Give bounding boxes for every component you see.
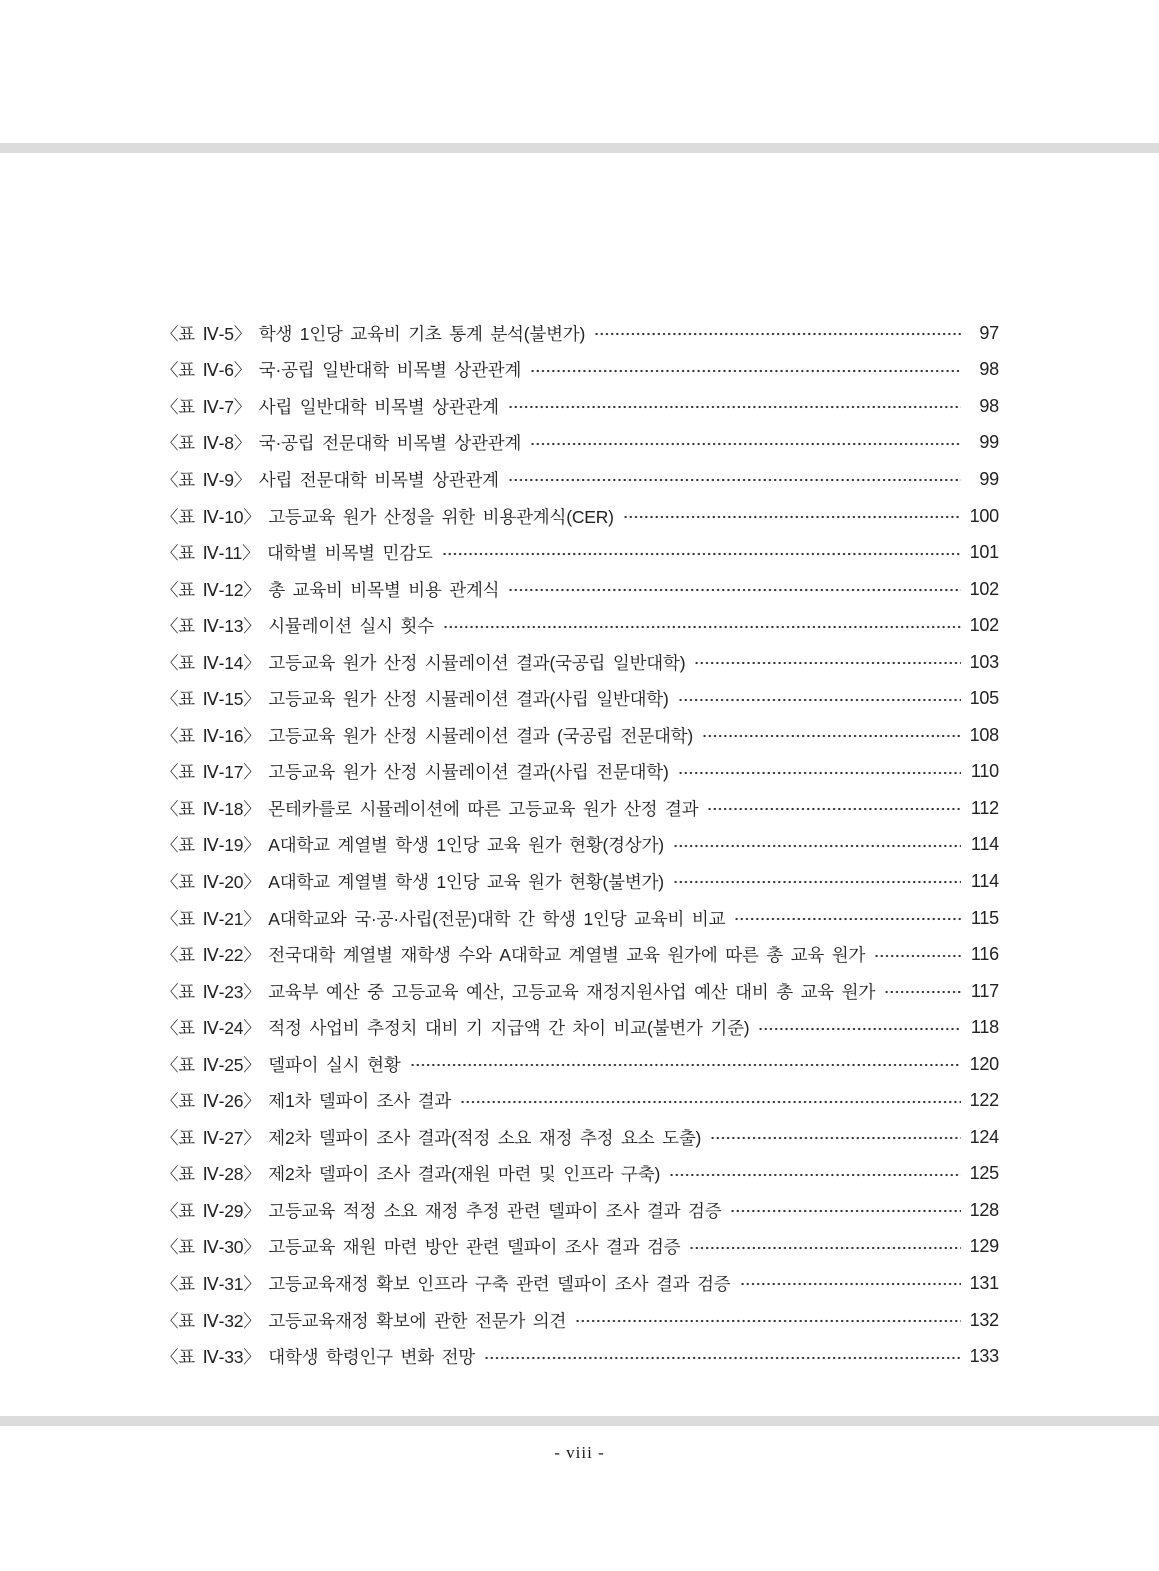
toc-entry [161, 754, 999, 791]
dot-leader [710, 1129, 961, 1147]
toc-entry-page-number: 122 [969, 1090, 999, 1111]
toc-entry [161, 498, 999, 535]
dot-leader [702, 727, 961, 745]
toc-entry-page-number: 115 [970, 907, 999, 928]
dot-leader [508, 471, 961, 489]
toc-entry-page-number: 131 [969, 1272, 999, 1293]
toc-entry [161, 717, 999, 754]
toc-entry-label: 〈표 Ⅳ-32〉 고등교육재정 확보에 관한 전문가 의견 [161, 1310, 567, 1331]
toc-entry-page-number: 98 [979, 395, 999, 416]
toc-entry-label: 〈표 Ⅳ-19〉 A대학교 계열별 학생 1인당 교육 원가 현황(경상가) [161, 835, 664, 856]
toc-entry-label: 〈표 Ⅳ-24〉 적정 사업비 추정치 대비 기 지급액 간 차이 비교(불변가 기준) [161, 1018, 750, 1039]
toc-entry-page-number: 99 [979, 432, 999, 453]
toc-entry-page-number: 129 [969, 1236, 999, 1257]
toc-entry-label: 〈표 Ⅳ-9〉 사립 전문대학 비목별 상관관계 [161, 469, 499, 490]
toc-entry-label: 〈표 Ⅳ-13〉 시뮬레이션 실시 횟수 [161, 616, 434, 637]
toc-entry [161, 1338, 999, 1375]
dot-leader [884, 983, 961, 1001]
dot-leader [530, 362, 961, 380]
dot-leader [460, 1093, 961, 1111]
toc-entry-page-number: 103 [969, 651, 999, 672]
list-of-tables [161, 315, 999, 1375]
dot-leader [678, 691, 961, 709]
toc-entry-page-number: 108 [969, 724, 999, 745]
dot-leader [673, 873, 961, 891]
dot-leader [730, 1202, 961, 1220]
toc-entry-label: 〈표 Ⅳ-12〉 총 교육비 비목별 비용 관계식 [161, 579, 500, 600]
toc-entry-label: 〈표 Ⅳ-31〉 고등교육재정 확보 인프라 구축 관련 델파이 조사 결과 검증 [161, 1273, 731, 1294]
toc-entry [161, 1265, 999, 1302]
toc-entry [161, 315, 999, 352]
toc-entry-page-number: 101 [969, 542, 999, 563]
toc-entry [161, 1082, 999, 1119]
toc-entry-label: 〈표 Ⅳ-10〉 고등교육 원가 산정을 위한 비용관계식(CER) [161, 506, 614, 527]
toc-entry [161, 461, 999, 498]
top-divider-band [0, 143, 1159, 153]
toc-entry [161, 388, 999, 425]
dot-leader [410, 1056, 961, 1074]
toc-entry-label: 〈표 Ⅳ-6〉 국·공립 일반대학 비목별 상관관계 [161, 360, 522, 381]
bottom-divider-band [0, 1416, 1159, 1426]
toc-entry-page-number: 105 [969, 688, 999, 709]
toc-entry-label: 〈표 Ⅳ-28〉 제2차 델파이 조사 결과(재원 마련 및 인프라 구축) [161, 1164, 661, 1185]
toc-entry-page-number: 133 [969, 1346, 999, 1367]
toc-entry [161, 1302, 999, 1339]
toc-entry-page-number: 100 [969, 505, 999, 526]
toc-entry-page-number: 97 [979, 322, 999, 343]
toc-entry-label: 〈표 Ⅳ-27〉 제2차 델파이 조사 결과(적정 소요 재정 추정 요소 도출) [161, 1127, 702, 1148]
footer-page-number: - viii - [554, 1443, 605, 1462]
dot-leader [508, 398, 961, 416]
toc-entry-label: 〈표 Ⅳ-15〉 고등교육 원가 산정 시뮬레이션 결과(사립 일반대학) [161, 689, 669, 710]
toc-entry [161, 1119, 999, 1156]
toc-entry-label: 〈표 Ⅳ-33〉 대학생 학령인구 변화 전망 [161, 1347, 476, 1368]
toc-entry [161, 790, 999, 827]
toc-entry-label: 〈표 Ⅳ-26〉 제1차 델파이 조사 결과 [161, 1091, 452, 1112]
toc-entry [161, 534, 999, 571]
dot-leader [442, 545, 961, 563]
toc-entry [161, 425, 999, 462]
dot-leader [874, 947, 961, 965]
dot-leader [707, 800, 961, 818]
toc-entry [161, 1192, 999, 1229]
toc-entry-page-number: 110 [970, 761, 999, 782]
toc-entry [161, 900, 999, 937]
toc-entry-page-number: 128 [969, 1199, 999, 1220]
toc-entry-label: 〈표 Ⅳ-16〉 고등교육 원가 산정 시뮬레이션 결과 (국공립 전문대학) [161, 725, 694, 746]
dot-leader [443, 618, 961, 636]
toc-entry-page-number: 102 [969, 578, 999, 599]
toc-entry [161, 827, 999, 864]
toc-entry-label: 〈표 Ⅳ-25〉 델파이 실시 현황 [161, 1054, 401, 1075]
toc-entry-label: 〈표 Ⅳ-8〉 국·공립 전문대학 비목별 상관관계 [161, 433, 522, 454]
toc-entry-label: 〈표 Ⅳ-30〉 고등교육 재원 마련 방안 관련 델파이 조사 결과 검증 [161, 1237, 681, 1258]
toc-entry [161, 680, 999, 717]
toc-entry-page-number: 125 [969, 1163, 999, 1184]
toc-entry-page-number: 112 [970, 797, 999, 818]
toc-entry-label: 〈표 Ⅳ-18〉 몬테카를로 시뮬레이션에 따른 고등교육 원가 산정 결과 [161, 798, 699, 819]
toc-entry-label: 〈표 Ⅳ-20〉 A대학교 계열별 학생 1인당 교육 원가 현황(불변가) [161, 871, 664, 892]
toc-entry-label: 〈표 Ⅳ-17〉 고등교육 원가 산정 시뮬레이션 결과(사립 전문대학) [161, 762, 669, 783]
toc-entry-page-number: 114 [970, 834, 999, 855]
dot-leader [508, 581, 961, 599]
toc-entry-page-number: 99 [979, 468, 999, 489]
dot-leader [669, 1166, 961, 1184]
toc-entry [161, 607, 999, 644]
toc-entry [161, 571, 999, 608]
toc-entry-label: 〈표 Ⅳ-23〉 교육부 예산 중 고등교육 예산, 고등교육 재정지원사업 예산 대비 총 교육 원가 [161, 981, 876, 1002]
toc-entry-page-number: 98 [979, 359, 999, 380]
toc-entry [161, 1046, 999, 1083]
toc-entry-page-number: 116 [970, 944, 999, 965]
dot-leader [623, 508, 961, 526]
toc-entry-label: 〈표 Ⅳ-21〉 A대학교와 국·공·사립(전문)대학 간 학생 1인당 교육비 비교 [161, 908, 726, 929]
toc-entry-page-number: 132 [969, 1309, 999, 1330]
dot-leader [734, 910, 961, 928]
toc-entry [161, 973, 999, 1010]
dot-leader [758, 1020, 961, 1038]
dot-leader [740, 1275, 962, 1293]
toc-entry-page-number: 102 [969, 615, 999, 636]
dot-leader [594, 325, 961, 343]
toc-entry [161, 644, 999, 681]
toc-entry [161, 1009, 999, 1046]
dot-leader [575, 1312, 961, 1330]
toc-entry-label: 〈표 Ⅳ-5〉 학생 1인당 교육비 기초 통계 분석(불변가) [161, 323, 586, 344]
toc-entry [161, 1156, 999, 1193]
dot-leader [530, 435, 961, 453]
toc-entry-label: 〈표 Ⅳ-11〉 대학별 비목별 민감도 [161, 543, 433, 564]
toc-entry [161, 863, 999, 900]
toc-entry-page-number: 114 [970, 870, 999, 891]
toc-entry [161, 1229, 999, 1266]
dot-leader [673, 837, 961, 855]
toc-entry-page-number: 117 [970, 980, 999, 1001]
dot-leader [694, 654, 961, 672]
dot-leader [689, 1239, 961, 1257]
toc-entry-page-number: 124 [969, 1126, 999, 1147]
dot-leader [678, 764, 961, 782]
toc-entry-label: 〈표 Ⅳ-7〉 사립 일반대학 비목별 상관관계 [161, 396, 499, 417]
toc-entry-page-number: 118 [970, 1017, 999, 1038]
toc-entry-label: 〈표 Ⅳ-29〉 고등교육 적정 소요 재정 추정 관련 델파이 조사 결과 검증 [161, 1200, 722, 1221]
toc-entry [161, 352, 999, 389]
toc-entry-label: 〈표 Ⅳ-22〉 전국대학 계열별 재학생 수와 A대학교 계열별 교육 원가에 따른 총 교육 원가 [161, 945, 866, 966]
toc-entry-page-number: 120 [969, 1053, 999, 1074]
toc-entry-label: 〈표 Ⅳ-14〉 고등교육 원가 산정 시뮬레이션 결과(국공립 일반대학) [161, 652, 686, 673]
dot-leader [484, 1349, 961, 1367]
toc-entry [161, 936, 999, 973]
